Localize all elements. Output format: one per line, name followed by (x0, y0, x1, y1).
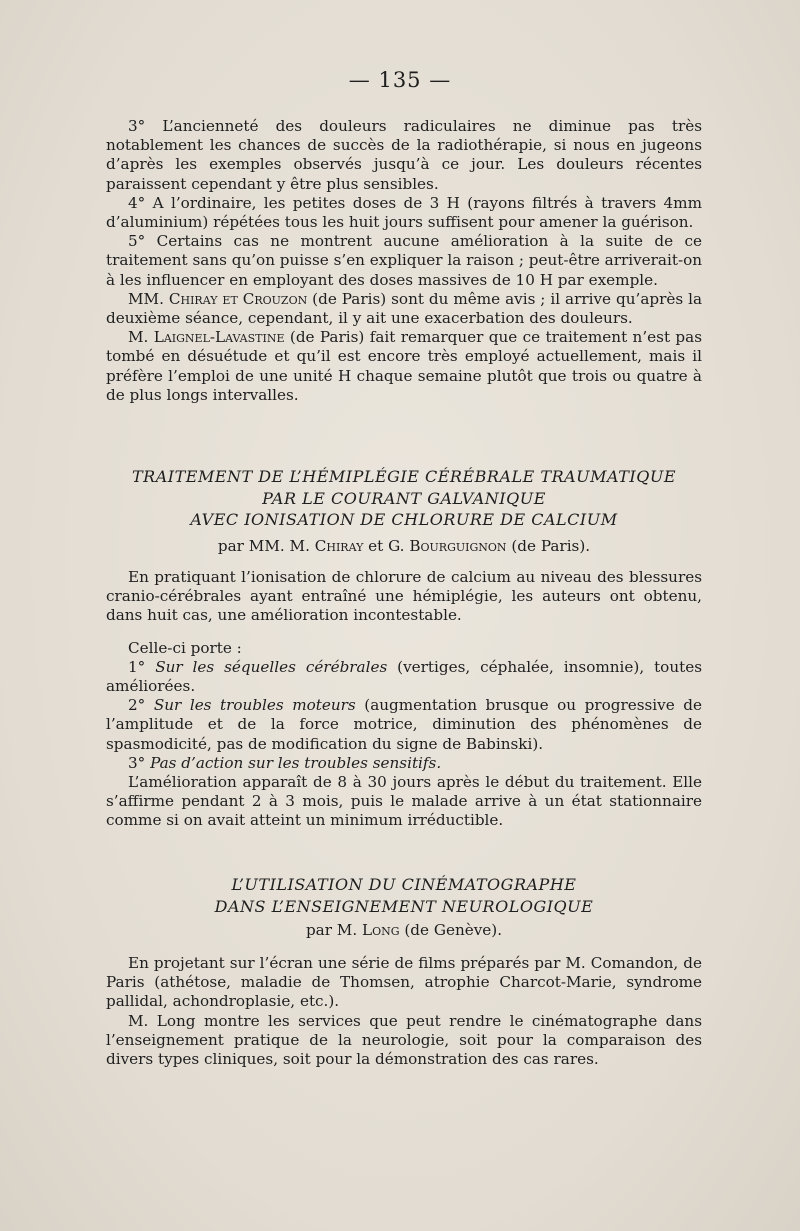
section1-intro: En pratiquant l’ionisation de chlorure de calcium au niveau des blessures cranio-cérébrales ayant entraîné une hémiplégie, les auteurs ont obtenu, dans huit cas, une amélioration incontestable. (106, 568, 702, 625)
paragraph-text: (de Paris) sont du même avis ; il arrive qu’après la deuxième séance, cependant, il y ait une exacerbation des douleurs. (106, 289, 702, 328)
title-line: L’UTILISATION DU CINÉMATOGRAPHE (231, 875, 577, 894)
item-label: Pas d’action sur les troubles sensitifs. (150, 753, 442, 772)
paragraph-laignel-lavastine (106, 328, 702, 405)
list-item-3 (106, 754, 702, 773)
section-title-hemiplegie (106, 466, 702, 531)
author-names: MM. Chiray et Crouzon (128, 289, 308, 308)
section1-porte: Celle-ci porte : (128, 638, 242, 657)
list-item-1 (106, 658, 702, 696)
authors-suffix: (de Genève). (399, 921, 503, 939)
page-number: — 135 — (348, 68, 452, 92)
author-name: Bourguignon (409, 537, 507, 555)
item-text: (vertiges, céphalée, insomnie), toutes améliorées. (106, 657, 702, 696)
author-name: M. Laignel-Lavastine (128, 328, 285, 347)
item-number: 3° (128, 753, 151, 772)
authors-suffix: (de Paris). (506, 537, 591, 555)
paragraph-point-3: 3° L’ancienneté des douleurs radiculaires ne diminue pas très notablement les chances de succès de la radiothérapie, si nous en jugeons d’après les exemples observés jusqu’à ce jour. Les douleurs récentes paraissent cependant y être plus sensibles. (106, 117, 702, 193)
authors-prefix: par M. (305, 921, 363, 939)
item-number: 2° (128, 696, 154, 715)
section2-paragraph-2: M. Long montre les services que peut rendre le cinématographe dans l’enseignement pratique de la neurologie, soit pour la comparaison des divers types cliniques, soit pour la démonstration des cas rares. (106, 1011, 702, 1069)
paragraph-text: (de Paris) fait remarquer que ce traitement n’est pas tombé en désuétude et qu’il est encore très employé actuellement, mais il préfère l’emploi de une unité H chaque semaine plutôt que trois ou quatre à de plus longs intervalles. (106, 328, 702, 404)
paragraph-point-4: 4° A l’ordinaire, les petites doses de 3 H (rayons filtrés à travers 4mm d’aluminium) répétées tous les huit jours suffisent pour amener la guérison. (106, 193, 702, 232)
title-line: PAR LE COURANT GALVANIQUE (262, 488, 546, 508)
title-line: DANS L’ENSEIGNEMENT NEUROLOGIQUE (214, 896, 594, 916)
author-name: Chiray (314, 537, 364, 555)
item-label: Sur les troubles moteurs (153, 696, 356, 715)
authors-prefix: par MM. M. (217, 537, 315, 555)
section1-body (106, 568, 702, 831)
authors-mid: et G. (363, 537, 410, 555)
title-line: AVEC IONISATION DE CHLORURE DE CALCIUM (190, 510, 618, 529)
section1-conclusion: L’amélioration apparaît de 8 à 30 jours après le début du traitement. Elle s’affirme pendant 2 à 3 mois, puis le malade arrive à un état stationnaire comme si on avait atteint un minimum irréductible. (106, 773, 702, 830)
title-line: TRAITEMENT DE L’HÉMIPLÉGIE CÉRÉBRALE TRAUMATIQUE (132, 467, 676, 486)
section2-paragraph-1: En projetant sur l’écran une série de films préparés par M. Comandon, de Paris (athétose, maladie de Thomsen, atrophie Charcot-Marie, syndrome pallidal, achondroplasie, etc.). (106, 954, 702, 1011)
item-number: 1° (128, 657, 156, 676)
list-item-2 (106, 696, 702, 754)
section-authors-cinematographe (106, 921, 702, 940)
item-text: (augmentation brusque ou progressive de l’amplitude et de la force motrice, diminution des phénomènes de spasmodicité, pas de modification du signe de Babinski). (106, 696, 702, 753)
section-title-cinematographe (106, 874, 702, 917)
item-label: Sur les séquelles cérébrales (155, 657, 388, 676)
section2-body (106, 954, 702, 1069)
top-section (106, 117, 702, 405)
paragraph-chiray-crouzon (106, 290, 702, 328)
paragraph-point-5: 5° Certains cas ne montrent aucune amélioration à la suite de ce traitement sans qu’on puisse s’en expliquer la raison ; peut-être arriverait-on à les influencer en employant des doses massives de 10 H par exemple. (106, 232, 702, 289)
section-authors-hemiplegie (106, 537, 702, 556)
author-name: Long (362, 921, 400, 939)
